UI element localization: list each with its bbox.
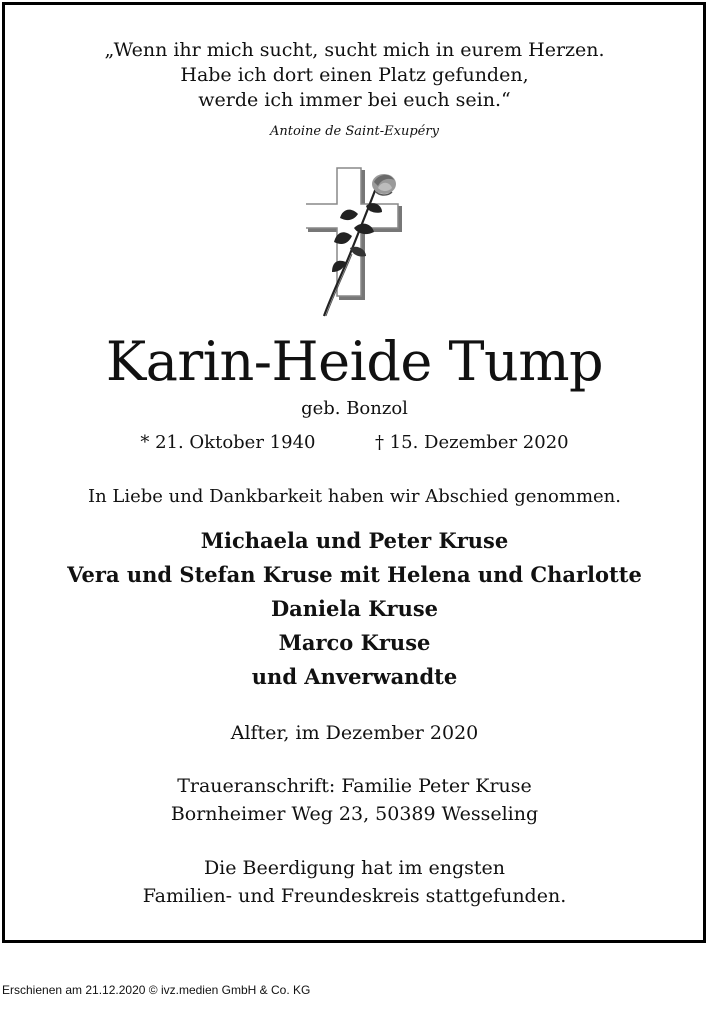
announcement-text: In Liebe und Dankbarkeit haben wir Abschied genommen. — [87, 486, 621, 507]
mourning-address-line-1: Traueranschrift: Familie Peter Kruse — [177, 775, 532, 797]
mourner-line: Vera und Stefan Kruse mit Helena und Charlotte — [67, 562, 642, 587]
quote-author: Antoine de Saint-Exupéry — [270, 124, 439, 139]
mourning-address-line-2: Bornheimer Weg 23, 50389 Wesseling — [170, 803, 539, 825]
publication-footer: Erschienen am 21.12.2020 © ivz.medien GmbH & Co. KG — [2, 983, 311, 997]
cross-with-rose-icon — [306, 166, 402, 318]
quote-line-1: „Wenn ihr mich sucht, sucht mich in eurem Herzen. — [104, 39, 605, 61]
death-date: † 15. Dezember 2020 — [374, 432, 569, 453]
funeral-note-line-2: Familien- und Freundeskreis stattgefunden. — [142, 885, 567, 907]
funeral-note-line-1: Die Beerdigung hat im engsten — [203, 857, 506, 879]
obituary-frame — [2, 2, 706, 943]
birth-date: * 21. Oktober 1940 — [140, 432, 316, 453]
deceased-name: Karin-Heide Tump — [105, 330, 604, 393]
mourner-line: Michaela und Peter Kruse — [200, 528, 509, 553]
mourner-line: Marco Kruse — [278, 630, 431, 655]
mourner-line: und Anverwandte — [251, 664, 458, 689]
mourner-line: Daniela Kruse — [270, 596, 439, 621]
birth-name: geb. Bonzol — [301, 398, 408, 419]
quote-line-2: Habe ich dort einen Platz gefunden, — [180, 64, 529, 86]
life-dates — [0, 432, 709, 453]
quote-line-3: werde ich immer bei euch sein.“ — [198, 89, 511, 111]
place-date: Alfter, im Dezember 2020 — [230, 722, 479, 744]
